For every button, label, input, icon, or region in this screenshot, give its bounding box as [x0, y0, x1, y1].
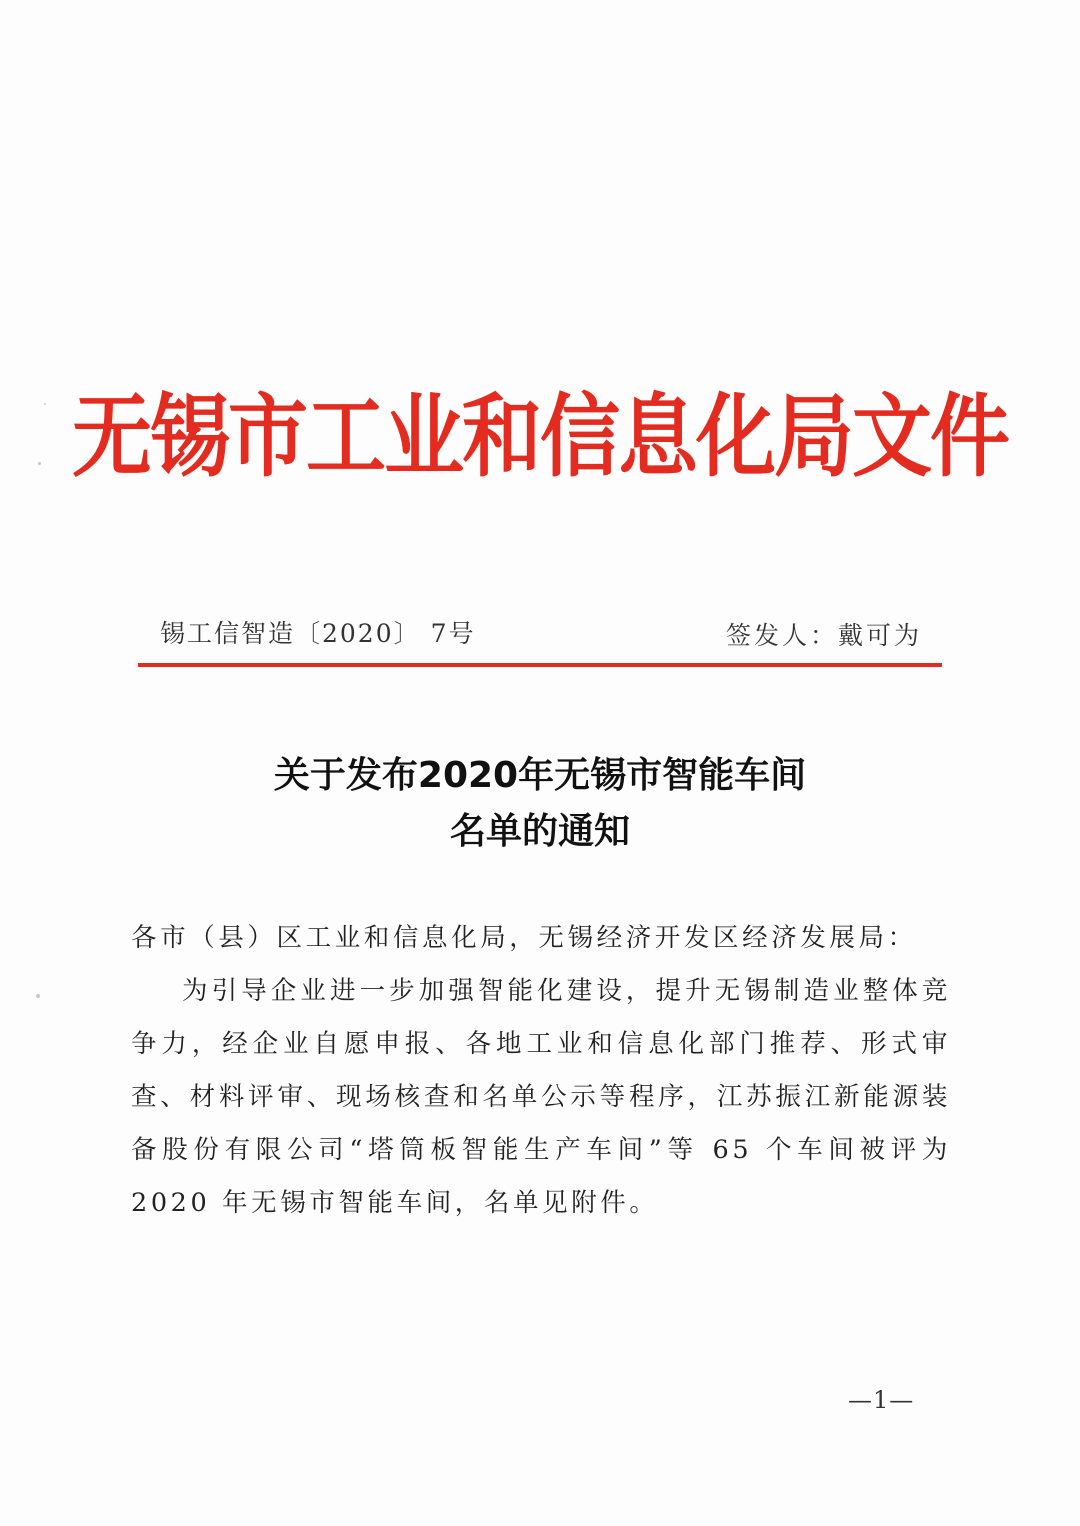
masthead-title: 无锡市工业和信息化局文件 [72, 384, 1008, 489]
document-body [131, 912, 951, 1230]
scan-speck [36, 994, 40, 998]
document-title-line-2: 名单的通知 [449, 811, 630, 852]
signer: 签发人：戴可为 [725, 621, 922, 650]
document-number: 锡工信智造〔2020〕 7号 [160, 619, 476, 648]
page-number: —1— [848, 1386, 915, 1414]
red-divider-rule [138, 663, 942, 667]
body-paragraph: 为引导企业进一步加强智能化建设，提升无锡制造业整体竞争力，经企业自愿申报、各地工业和信息化部门推荐、形式审查、材料评审、现场核查和名单公示等程序，江苏振江新能源装备股份有限公司“塔筒板智能生产车间”等 65 个车间被评为 2020 年无锡市智能车间，名单见附件。 [131, 976, 951, 1218]
salutation: 各市（县）区工业和信息化局，无锡经济开发区经济发展局： [131, 923, 917, 953]
document-title [0, 748, 1080, 860]
document-title-line-1: 关于发布2020年无锡市智能车间 [273, 755, 807, 796]
